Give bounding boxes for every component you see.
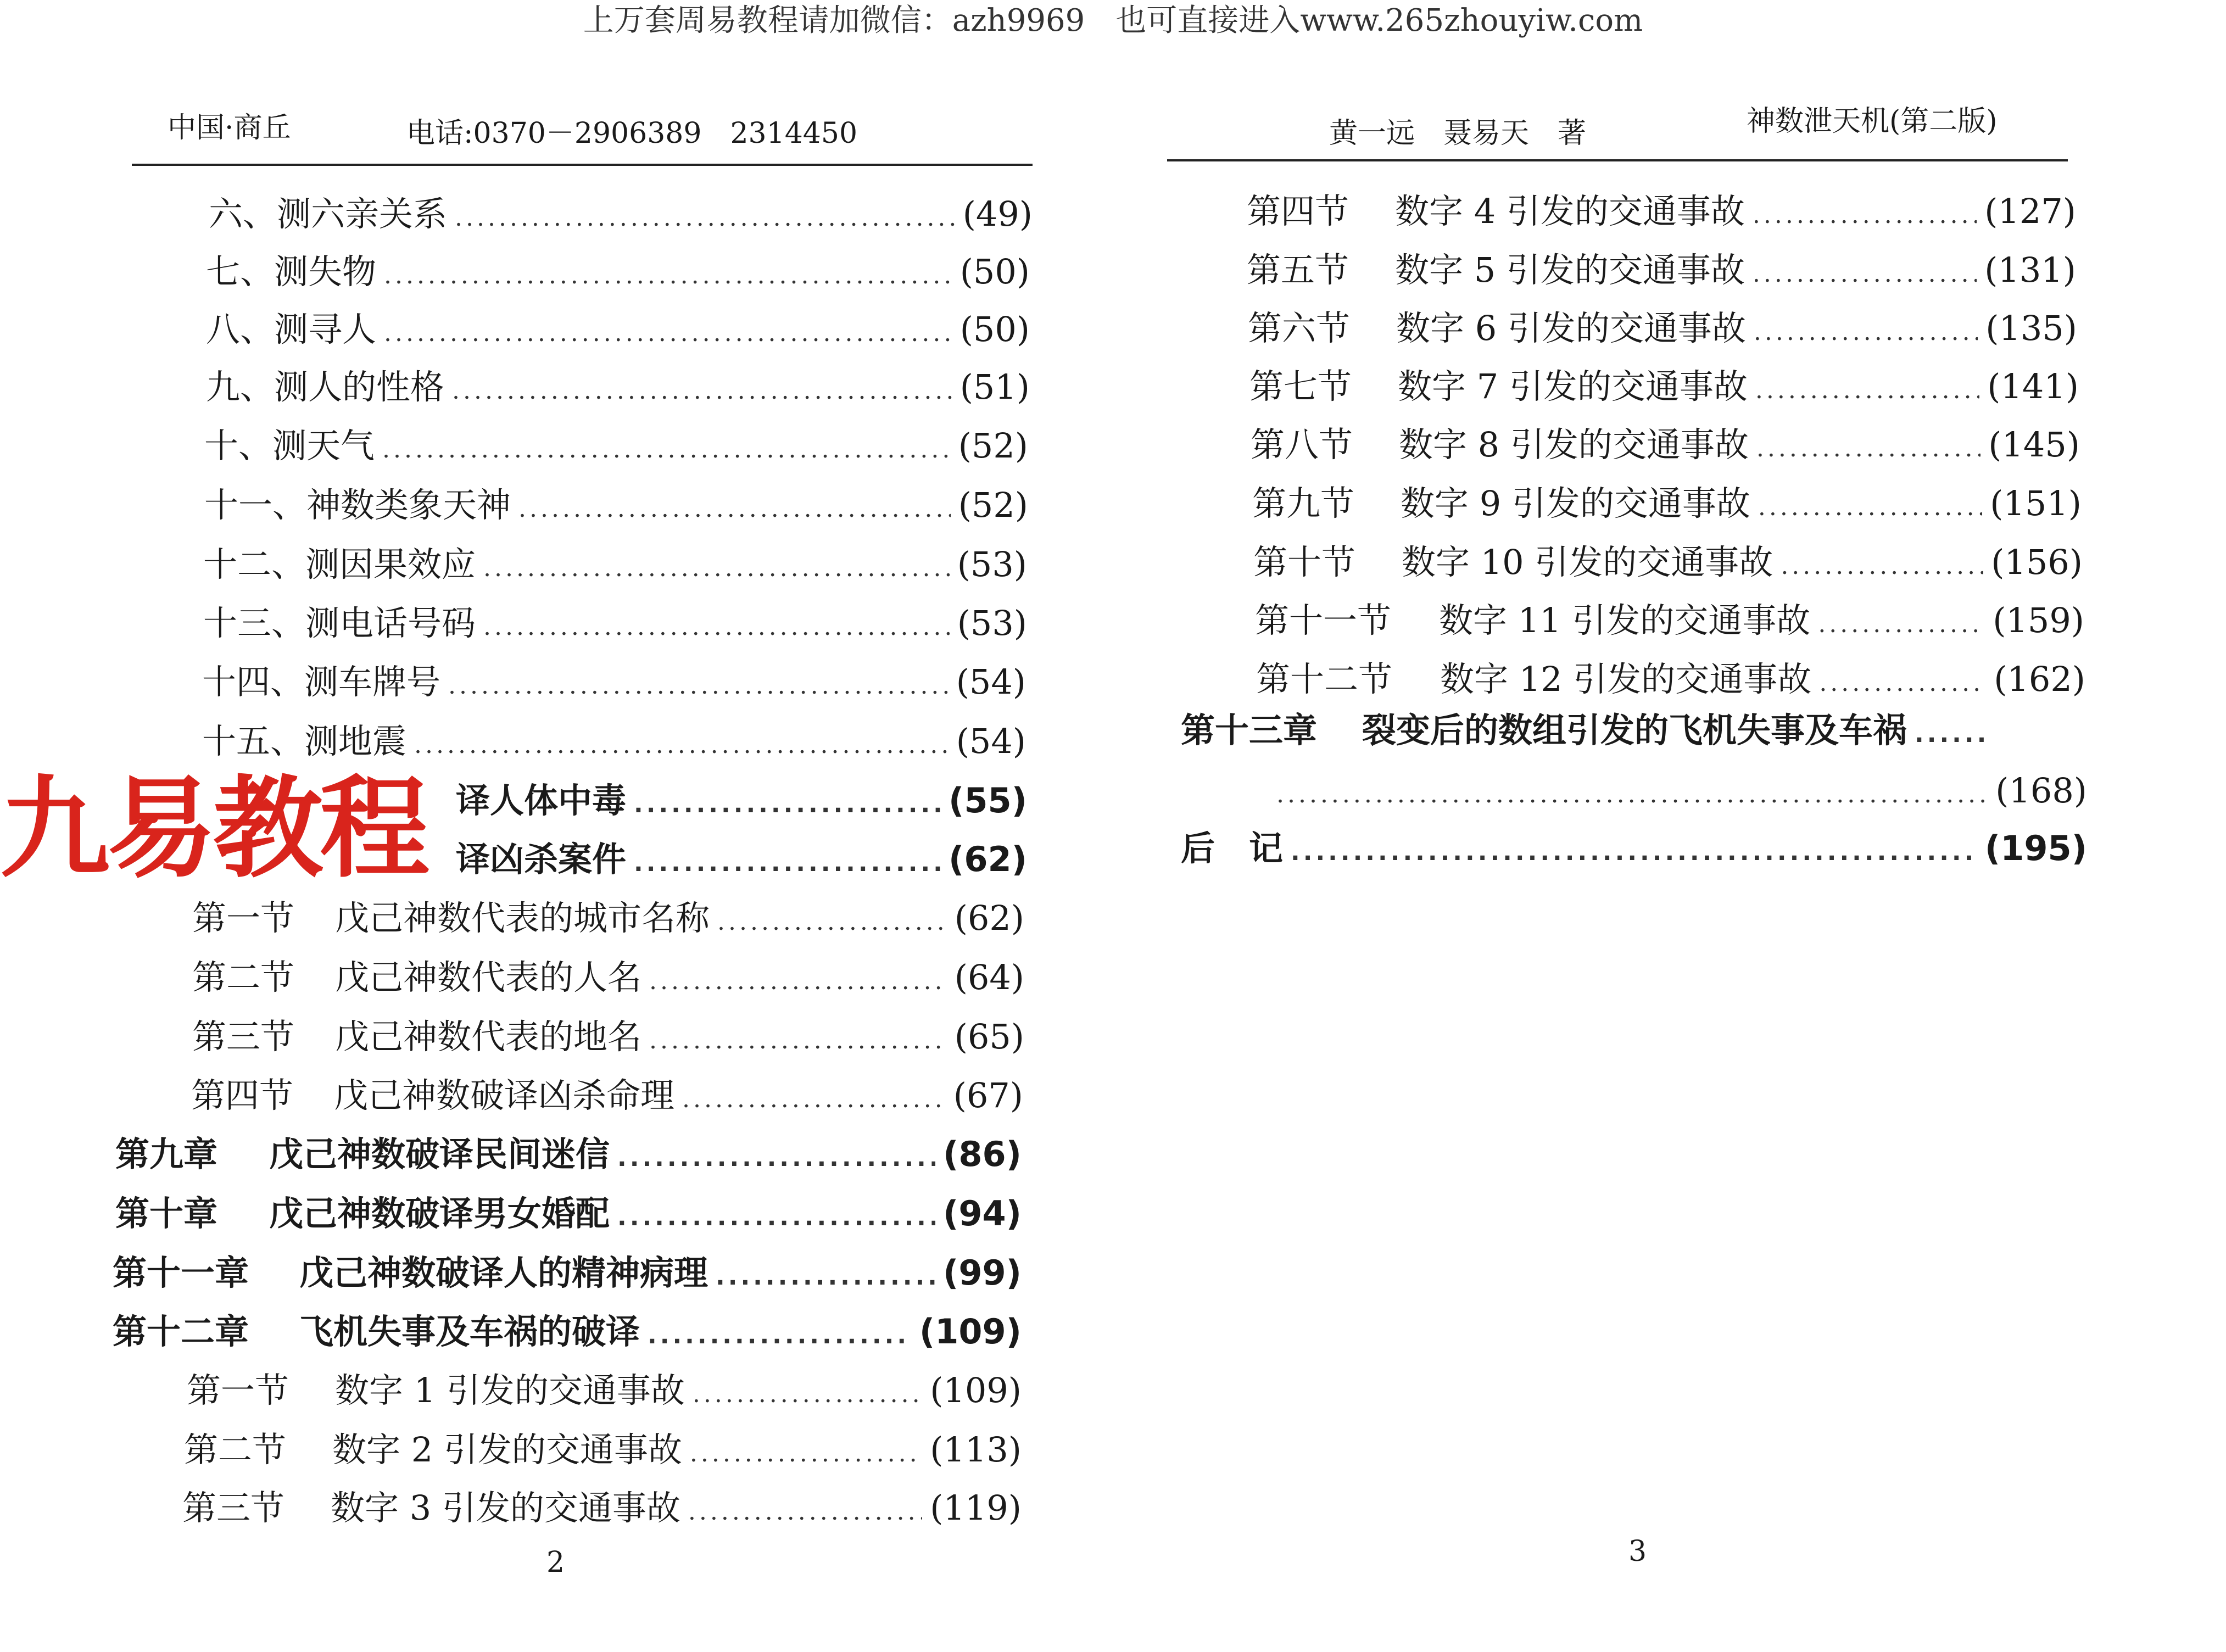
toc-entry-number: 十一、 xyxy=(204,485,307,525)
toc-entry-title: 测因果效应 xyxy=(305,544,476,584)
toc-entry-title: 数字 2 引发的交通事故 xyxy=(332,1430,682,1470)
toc-leader xyxy=(688,1490,922,1534)
toc-leader xyxy=(1754,310,1978,354)
header-rule xyxy=(132,164,1033,166)
toc-entry-number: 第八节 xyxy=(1251,425,1353,465)
toc-entry[interactable] xyxy=(187,1369,1022,1416)
toc-entry-number: 十四、 xyxy=(202,662,305,702)
watermark-logo: 九易教程 xyxy=(0,763,439,895)
toc-entry-title: 数字 1 引发的交通事故 xyxy=(335,1370,685,1410)
toc-entry-title: 测地震 xyxy=(304,721,407,761)
toc-entry[interactable] xyxy=(1247,248,2076,296)
toc-entry[interactable] xyxy=(192,956,1024,1003)
toc-entry[interactable] xyxy=(209,192,1033,240)
top-banner: 上万套周易教程请加微信：azh9969 也可直接进入www.265zhouyiw.com xyxy=(583,3,1643,38)
toc-entry-number: 九、 xyxy=(206,367,275,407)
toc-entry-page: (55) xyxy=(949,780,1027,821)
toc-leader xyxy=(693,1372,922,1416)
toc-chapter-title: 戊己神数破译民间迷信 xyxy=(269,1134,610,1174)
page-number: 3 xyxy=(1628,1535,1647,1568)
toc-entry-page: (135) xyxy=(1985,308,2077,348)
header-phone: 电话:0370－2906389 2314450 xyxy=(406,117,858,150)
toc-leader xyxy=(382,428,951,472)
toc-leader xyxy=(518,487,951,531)
toc-leader xyxy=(384,254,952,298)
toc-chapter-number: 第十章 xyxy=(115,1193,218,1234)
toc-entry-page: (64) xyxy=(954,957,1024,997)
toc-entry-number: 第九节 xyxy=(1252,483,1355,523)
toc-entry-title: 数字 3 引发的交通事故 xyxy=(331,1488,680,1528)
toc-entry-title: 测人的性格 xyxy=(274,367,445,407)
toc-entry-number: 第十二节 xyxy=(1256,659,1393,699)
toc-entry-title: 数字 8 引发的交通事故 xyxy=(1399,425,1749,465)
toc-chapter-page: (99) xyxy=(943,1253,1022,1293)
toc-entry-page: (50) xyxy=(959,309,1030,349)
toc-entry-page: (113) xyxy=(930,1430,1022,1470)
toc-entry[interactable] xyxy=(203,543,1027,590)
toc-afterword-page: (195) xyxy=(1984,828,2087,868)
toc-leader xyxy=(483,546,950,590)
toc-entry[interactable] xyxy=(456,838,1027,885)
toc-leader xyxy=(1819,661,1986,705)
toc-leader xyxy=(452,369,952,413)
toc-entry-page: (119) xyxy=(930,1488,1022,1528)
toc-chapter-page: (109) xyxy=(919,1311,1022,1352)
toc-entry-number: 第二节 xyxy=(184,1430,287,1470)
toc-entry-page: (62) xyxy=(954,898,1024,938)
toc-entry-page: (54) xyxy=(956,721,1026,761)
toc-entry-title: 戊己神数破译凶杀命理 xyxy=(334,1075,675,1115)
toc-entry-page: (62) xyxy=(949,839,1027,879)
toc-entry[interactable] xyxy=(1249,365,2079,412)
toc-entry-number: 第六节 xyxy=(1248,308,1351,348)
toc-entry[interactable] xyxy=(1255,599,2084,646)
toc-entry-page: (159) xyxy=(1993,600,2084,640)
toc-entry[interactable] xyxy=(202,719,1026,767)
toc-entry-title: 数字 10 引发的交通事故 xyxy=(1402,542,1773,582)
toc-leader xyxy=(1291,830,1977,874)
toc-entry[interactable] xyxy=(192,896,1024,944)
toc-entry-title: 测失物 xyxy=(274,252,377,292)
toc-chapter-title: 裂变后的数组引发的飞机失事及车祸 xyxy=(1362,710,1907,750)
toc-leader xyxy=(634,841,941,885)
toc-leader xyxy=(634,783,941,827)
toc-entry[interactable] xyxy=(184,1428,1022,1476)
toc-entry-page: (52) xyxy=(958,485,1028,525)
toc-entry-page: (145) xyxy=(1988,425,2080,465)
header-rule xyxy=(1167,159,2068,161)
toc-entry-page: (109) xyxy=(930,1370,1022,1410)
toc-chapter-page: (86) xyxy=(943,1134,1022,1174)
toc-entry-title: 戊己神数代表的地名 xyxy=(335,1017,642,1057)
toc-leader xyxy=(1276,773,1988,817)
toc-entry-page: (131) xyxy=(1984,250,2076,290)
toc-chapter-number: 第十三章 xyxy=(1181,710,1318,750)
toc-entry[interactable] xyxy=(1247,189,2076,237)
toc-entry-number: 十二、 xyxy=(203,544,306,584)
toc-chapter-page: (168) xyxy=(1995,771,2087,811)
toc-entry-number: 第一节 xyxy=(192,898,295,938)
toc-entry-title: 数字 7 引发的交通事故 xyxy=(1398,366,1748,406)
toc-entry-number: 十五、 xyxy=(202,721,305,761)
toc-entry-page: (151) xyxy=(1990,483,2082,523)
toc-entry-title: 数字 5 引发的交通事故 xyxy=(1395,250,1745,290)
toc-entry-number: 第十一节 xyxy=(1255,600,1392,640)
toc-chapter-number: 第十一章 xyxy=(113,1253,249,1293)
toc-entry-page: (141) xyxy=(1987,366,2079,406)
toc-entry[interactable] xyxy=(206,308,1030,355)
toc-entry[interactable] xyxy=(1251,423,2080,471)
toc-entry[interactable] xyxy=(204,424,1028,472)
toc-leader xyxy=(1915,712,1986,756)
toc-entry-number: 十三、 xyxy=(203,603,306,643)
toc-entry-page: (49) xyxy=(962,194,1033,234)
toc-entry[interactable] xyxy=(192,1015,1024,1063)
toc-entry-number: 第一节 xyxy=(187,1370,289,1410)
toc-entry-page: (65) xyxy=(954,1017,1024,1057)
toc-leader xyxy=(648,1314,912,1358)
toc-leader xyxy=(1781,544,1983,588)
toc-entry-title: 译人体中毒 xyxy=(456,780,627,821)
toc-leader xyxy=(690,1432,922,1476)
toc-entry-page: (67) xyxy=(953,1075,1023,1115)
toc-chapter-title: 飞机失事及车祸的破译 xyxy=(299,1311,640,1352)
toc-leader xyxy=(414,723,949,767)
toc-leader xyxy=(716,1255,935,1299)
toc-afterword-label: 后 记 xyxy=(1181,828,1284,868)
toc-entry-title: 测六亲关系 xyxy=(277,194,448,234)
toc-leader xyxy=(1753,252,1977,296)
toc-entry-number: 第五节 xyxy=(1247,250,1349,290)
toc-leader xyxy=(649,1019,947,1063)
toc-entry[interactable] xyxy=(202,660,1026,708)
toc-afterword[interactable] xyxy=(1181,827,2087,874)
header-location: 中国·商丘 xyxy=(168,111,291,144)
toc-entry-title: 数字 6 引发的交通事故 xyxy=(1396,308,1746,348)
right-page xyxy=(1153,0,2087,1652)
toc-entry-title: 测电话号码 xyxy=(305,603,476,643)
toc-leader xyxy=(448,664,949,708)
toc-entry-page: (54) xyxy=(956,662,1026,702)
toc-entry-title: 译凶杀案件 xyxy=(456,839,627,879)
toc-leader xyxy=(384,311,952,355)
toc-leader xyxy=(1756,427,1980,471)
toc-leader xyxy=(1753,193,1977,237)
toc-entry-title: 测车牌号 xyxy=(304,662,441,702)
toc-entry-title: 神数类象天神 xyxy=(306,485,511,525)
toc-entry-page: (53) xyxy=(957,544,1027,584)
toc-entry-title: 数字 12 引发的交通事故 xyxy=(1440,659,1812,699)
toc-entry-title: 数字 11 引发的交通事故 xyxy=(1439,600,1811,640)
toc-entry-number: 第十节 xyxy=(1253,542,1356,582)
toc-chapter[interactable] xyxy=(115,1132,1022,1180)
toc-entry[interactable] xyxy=(1256,657,2085,705)
toc-entry[interactable] xyxy=(191,1074,1023,1121)
toc-entry[interactable] xyxy=(204,483,1028,531)
toc-entry-number: 第三节 xyxy=(192,1017,295,1057)
toc-entry-number: 十、 xyxy=(204,426,273,466)
page-number: 2 xyxy=(546,1546,565,1579)
toc-chapter-number: 第十二章 xyxy=(113,1311,249,1352)
toc-leader xyxy=(617,1196,935,1240)
toc-leader xyxy=(483,605,950,649)
toc-entry[interactable] xyxy=(1253,540,2083,588)
toc-entry-page: (53) xyxy=(957,603,1027,643)
toc-entry-title: 戊己神数代表的城市名称 xyxy=(335,898,710,938)
toc-entry[interactable] xyxy=(1252,482,2082,529)
toc-leader xyxy=(617,1136,935,1180)
toc-chapter-continuation[interactable] xyxy=(1269,769,2087,817)
toc-entry[interactable] xyxy=(1248,306,2077,354)
toc-entry-page: (156) xyxy=(1991,542,2083,582)
toc-entry-number: 第四节 xyxy=(191,1075,294,1115)
toc-entry-number: 六、 xyxy=(209,194,277,234)
toc-entry-page: (127) xyxy=(1984,191,2076,231)
toc-chapter-title: 戊己神数破译人的精神病理 xyxy=(299,1253,708,1293)
toc-entry-number: 第四节 xyxy=(1247,191,1349,231)
toc-leader xyxy=(1818,602,1985,646)
toc-chapter[interactable] xyxy=(113,1310,1022,1358)
toc-chapter-page: (94) xyxy=(943,1193,1022,1234)
toc-leader xyxy=(1755,369,1979,412)
toc-leader xyxy=(682,1078,946,1121)
toc-entry-page: (52) xyxy=(958,426,1028,466)
toc-entry-number: 第三节 xyxy=(182,1488,285,1528)
toc-entry-title: 测寻人 xyxy=(274,309,377,349)
toc-entry-number: 第二节 xyxy=(192,957,295,997)
toc-entry-title: 测天气 xyxy=(272,426,375,466)
toc-chapter[interactable] xyxy=(1181,708,1994,756)
toc-leader xyxy=(455,196,955,240)
toc-leader xyxy=(1758,485,1982,529)
header-authors: 黄一远 聂易天 著 xyxy=(1329,117,1587,150)
toc-entry-page: (162) xyxy=(1994,659,2085,699)
toc-chapter-title: 戊己神数破译男女婚配 xyxy=(269,1193,610,1234)
toc-entry-title: 数字 9 引发的交通事故 xyxy=(1401,483,1750,523)
toc-entry[interactable] xyxy=(206,365,1030,413)
toc-entry-number: 第七节 xyxy=(1249,366,1352,406)
toc-entry-page: (51) xyxy=(959,367,1030,407)
header-book-title: 神数泄天机(第二版) xyxy=(1747,105,1998,138)
toc-chapter[interactable] xyxy=(115,1192,1022,1240)
toc-entry-number: 七、 xyxy=(206,252,275,292)
toc-entry[interactable] xyxy=(203,601,1027,649)
toc-entry-title: 戊己神数代表的人名 xyxy=(335,957,642,997)
toc-entry[interactable] xyxy=(182,1486,1022,1534)
toc-leader xyxy=(717,900,947,944)
toc-entry-number: 八、 xyxy=(206,309,275,349)
toc-leader xyxy=(649,959,947,1003)
toc-entry[interactable] xyxy=(456,779,1027,827)
toc-entry-title: 数字 4 引发的交通事故 xyxy=(1395,191,1745,231)
toc-chapter[interactable] xyxy=(113,1251,1022,1299)
toc-chapter-number: 第九章 xyxy=(115,1134,218,1174)
toc-entry[interactable] xyxy=(206,250,1030,298)
toc-entry-page: (50) xyxy=(959,252,1030,292)
